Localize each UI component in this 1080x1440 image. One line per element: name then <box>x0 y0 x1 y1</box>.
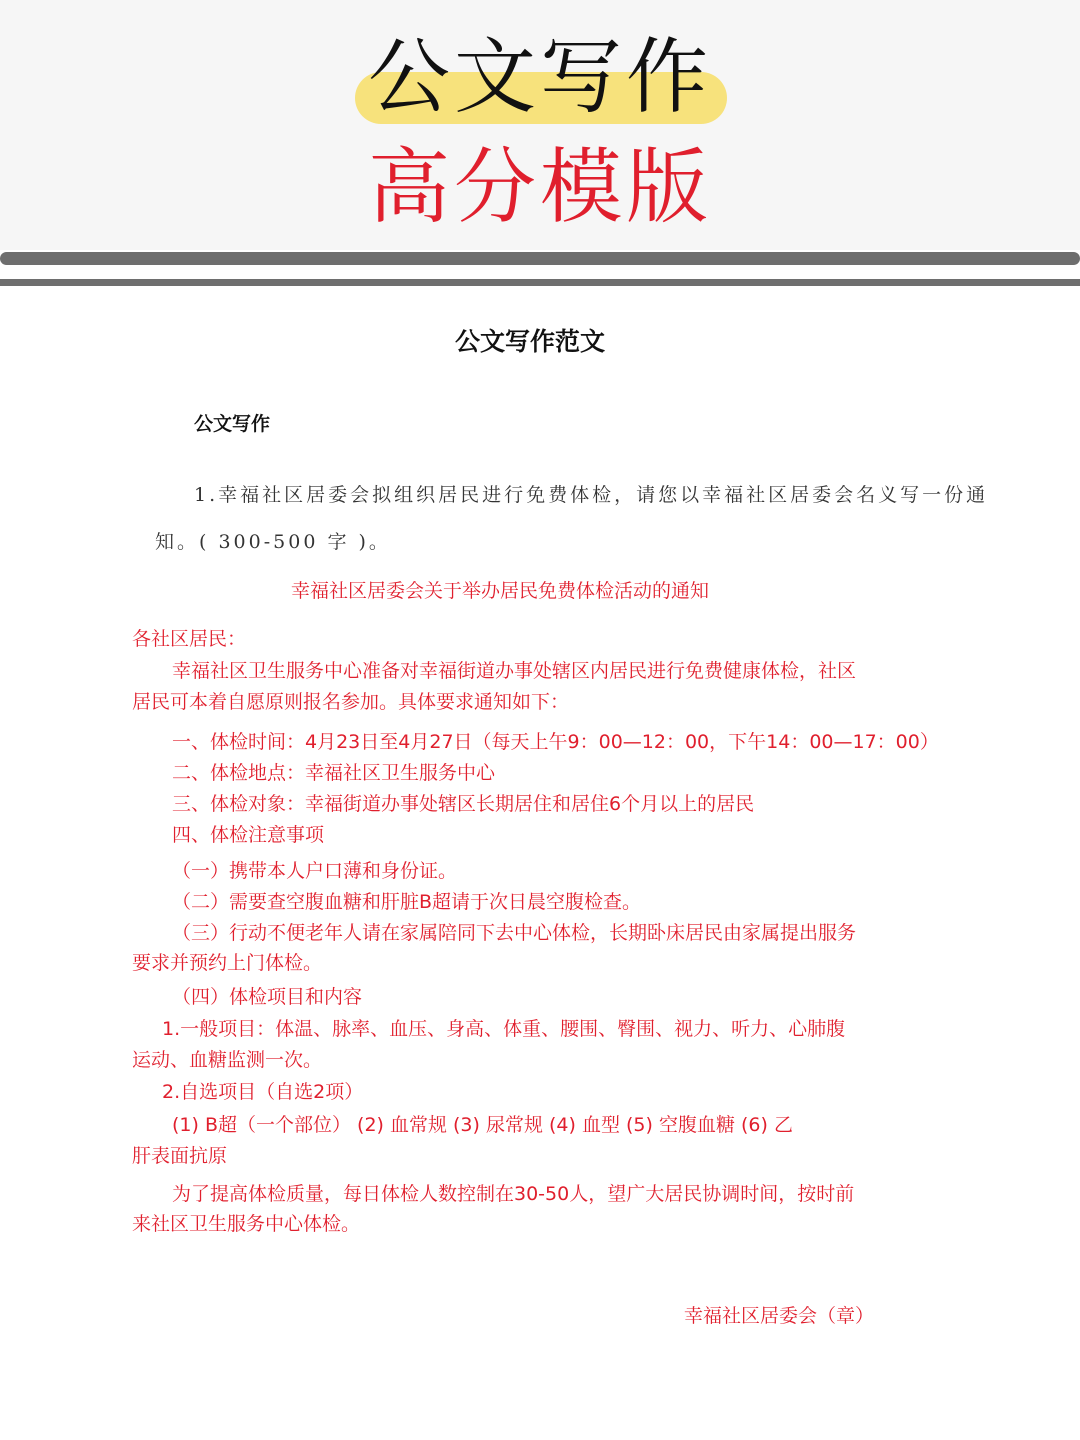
intro-line-2: 居民可本着自愿原则报名参加。具体要求通知如下： <box>132 691 570 713</box>
note-4: （四）体检项目和内容 <box>172 986 363 1008</box>
notice-title: 幸福社区居委会关于举办居民免费体检活动的通知 <box>290 580 709 602</box>
document-title: 公文写作范文 <box>454 327 605 356</box>
cover-banner <box>0 0 1080 250</box>
closing-line-2: 来社区卫生服务中心体检。 <box>132 1213 361 1235</box>
section-heading: 公文写作 <box>194 413 271 435</box>
cover-title: 公文写作 <box>367 30 712 125</box>
item-target: 三、体检对象：幸福街道办事处辖区长期居住和居住6个月以上的居民 <box>172 793 755 815</box>
intro-line-1: 幸福社区卫生服务中心准备对幸福街道办事处辖区内居民进行免费健康体检，社区 <box>172 660 857 682</box>
note-3-line-2: 要求并预约上门体检。 <box>132 952 323 974</box>
divider-thick <box>0 252 1080 265</box>
optional-items: 2.自选项目（自选2项） <box>162 1081 364 1103</box>
divider-thin <box>0 279 1080 286</box>
optional-list-line-2: 肝表面抗原 <box>132 1145 228 1167</box>
note-3-line-1: （三）行动不便老年人请在家属陪同下去中心体检，长期卧床居民由家属提出服务 <box>172 922 857 944</box>
question-line-1: 1.幸福社区居委会拟组织居民进行免费体检，请您以幸福社区居委会名义写一份通 <box>194 484 989 506</box>
note-2: （二）需要查空腹血糖和肝脏B超请于次日晨空腹检查。 <box>172 891 642 913</box>
cover-subtitle: 高分模版 <box>367 140 712 235</box>
question-line-2: 知。( 300-500 字 )。 <box>155 531 391 553</box>
item-place: 二、体检地点：幸福社区卫生服务中心 <box>172 762 496 784</box>
salutation: 各社区居民： <box>132 628 247 650</box>
note-1: （一）携带本人户口薄和身份证。 <box>172 860 458 882</box>
closing-line-1: 为了提高体检质量，每日体检人数控制在30-50人，望广大居民协调时间，按时前 <box>172 1183 855 1205</box>
general-items-line-1: 1.一般项目：体温、脉率、血压、身高、体重、腰围、臀围、视力、听力、心肺腹 <box>162 1018 846 1040</box>
optional-list-line-1: (1) B超（一个部位） (2) 血常规 (3) 尿常规 (4) 血型 (5) 空腹血糖 (6) 乙 <box>172 1114 793 1136</box>
signature: 幸福社区居委会（章） <box>684 1305 875 1327</box>
general-items-line-2: 运动、血糖监测一次。 <box>132 1049 323 1071</box>
item-time: 一、体检时间：4月23日至4月27日（每天上午9：00—12：00，下午14：00—17：00） <box>172 731 939 753</box>
item-notes: 四、体检注意事项 <box>172 824 325 846</box>
